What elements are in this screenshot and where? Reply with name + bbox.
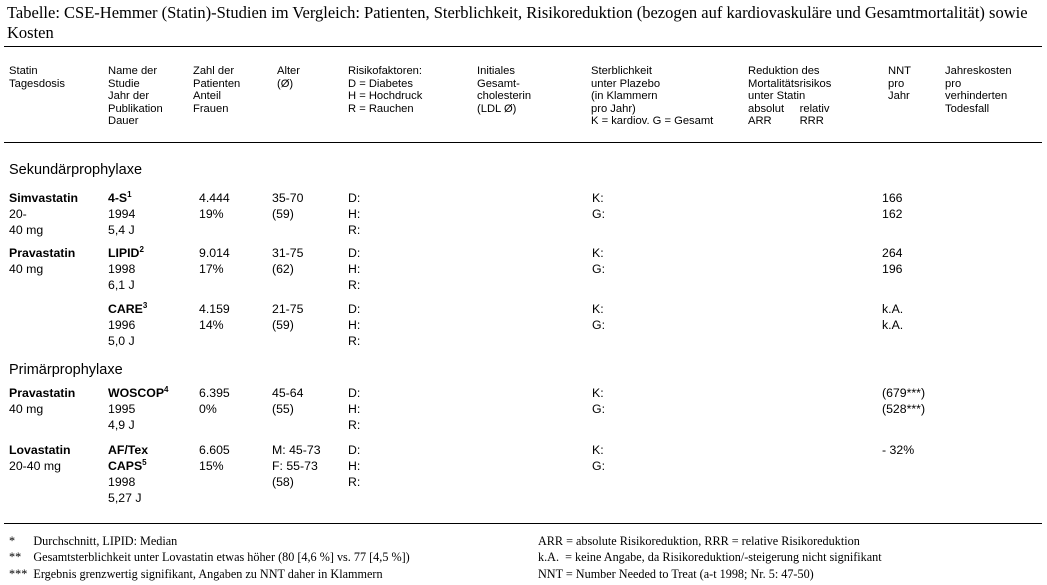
cell-statin: 20- (9, 207, 27, 221)
header-nnt: NNT pro Jahr (888, 65, 911, 103)
cell-alter: (62) (272, 262, 294, 276)
header-alter: Alter (Ø) (277, 65, 301, 90)
cell-zahl: 14% (199, 318, 224, 332)
cell-studie: 1994 (108, 207, 136, 221)
rule-bottom (4, 523, 1042, 524)
cell-studie: CARE$^3$ (108, 301, 148, 316)
cell-alter: 21-75 (272, 302, 304, 316)
rule-header (4, 142, 1042, 143)
cell-rf: D: (348, 443, 361, 457)
cell-sk: K: (592, 443, 604, 457)
footnotes-left (9, 533, 410, 582)
cell-rf: D: (348, 386, 361, 400)
table-title: Tabelle: CSE-Hemmer (Statin)-Studien im Vergleich: Patienten, Sterblichkeit, Risikoreduktion (bezogen auf kardiovaskuläre und Gesamtmortalität) sowie Kosten (7, 3, 1028, 42)
cell-studie: WOSCOP$^4$ (108, 385, 169, 400)
cell-rf: H: (348, 262, 361, 276)
cell-nnt: k.A. (882, 302, 904, 316)
cell-sk: K: (592, 246, 604, 260)
cell-studie: 4,9 J (108, 418, 135, 432)
cell-zahl: 19% (199, 207, 224, 221)
cell-zahl: 15% (199, 459, 224, 473)
footnote-line: NNT = Number Needed to Treat (a-t 1998; Nr. 5: 47-50) (538, 566, 814, 581)
cell-studie: CAPS$^5$ (108, 458, 147, 473)
cell-studie: 1998 (108, 475, 136, 489)
cell-studie: 5,27 J (108, 491, 142, 505)
cell-sk: G: (592, 262, 605, 276)
cell-sk: K: (592, 302, 604, 316)
section-sekundaerprophylaxe: Sekundärprophylaxe (9, 162, 143, 178)
cell-alter: (58) (272, 475, 294, 489)
header-risikofaktoren: Risikofaktoren: D = Diabetes H = Hochdruck R = Rauchen (348, 65, 423, 115)
cell-studie: 6,1 J (108, 278, 135, 292)
cell-statin: Pravastatin (9, 246, 76, 260)
cell-rf: H: (348, 207, 361, 221)
cell-zahl: 9.014 (199, 246, 230, 260)
cell-rf: H: (348, 318, 361, 332)
cell-nnt: 162 (882, 207, 903, 221)
cell-rf: R: (348, 334, 361, 348)
cell-statin: 20-40 mg (9, 459, 61, 473)
cell-sk: G: (592, 459, 605, 473)
footnotes-right (538, 533, 882, 582)
cell-statin: 40 mg (9, 262, 44, 276)
footnote-line: k.A. = keine Angabe, da Risikoreduktion/-steigerung nicht signifikant (538, 550, 882, 565)
cell-nnt: 196 (882, 262, 903, 276)
cell-alter: 35-70 (272, 191, 304, 205)
cell-nnt: - 32% (882, 443, 915, 457)
footnote-line: ARR = absolute Risikoreduktion, RRR = relative Risikoreduktion (538, 534, 860, 548)
header-statin: Statin Tagesdosis (9, 65, 65, 90)
cell-rf: H: (348, 402, 361, 416)
cell-nnt: (528***) (882, 402, 926, 416)
cell-nnt: 264 (882, 246, 903, 260)
cell-studie: LIPID$^2$ (108, 245, 144, 260)
header-jahreskosten: Jahreskosten pro verhinderten Todesfall (945, 65, 1012, 115)
cell-nnt: 166 (882, 191, 903, 205)
rule-top (4, 46, 1042, 47)
cell-rf: R: (348, 475, 361, 489)
cell-alter: (55) (272, 402, 294, 416)
footnote-ref: 3 (142, 301, 148, 310)
cell-zahl: 6.395 (199, 386, 230, 400)
cell-studie: 1998 (108, 262, 136, 276)
cell-zahl: 6.605 (199, 443, 230, 457)
cell-sk: K: (592, 386, 604, 400)
cell-sk: G: (592, 402, 605, 416)
cell-rf: D: (348, 302, 361, 316)
cell-statin: Lovastatin (9, 443, 71, 457)
header-sterblichkeit: Sterblichkeit unter Plazebo (in Klammern pro Jahr) K = kardiov. G = Gesamt (591, 65, 714, 128)
footnote-line: * Durchschnitt, LIPID: Median (9, 534, 178, 548)
header-reduktion: Reduktion des Mortalitätsrisikos unter Statin absolut relativ ARR RRR (748, 65, 832, 128)
cell-rf: D: (348, 191, 361, 205)
cell-zahl: 4.444 (199, 191, 230, 205)
cell-statin: Simvastatin (9, 191, 79, 205)
cell-alter: (59) (272, 318, 294, 332)
footnote-ref: 5 (142, 458, 147, 467)
cell-sk: G: (592, 207, 605, 221)
cell-studie: 5,4 J (108, 223, 135, 237)
cell-statin: Pravastatin (9, 386, 76, 400)
cell-studie: 5,0 J (108, 334, 135, 348)
cell-studie: $4-S^1$ (108, 190, 132, 205)
cell-statin: 40 mg (9, 223, 44, 237)
cell-alter: F: 55-73 (272, 459, 318, 473)
footnote-line: ** Gesamtsterblichkeit unter Lovastatin etwas höher (80 [4,6 %] vs. 77 [4,5 %]) (9, 550, 410, 565)
cell-alter: (59) (272, 207, 294, 221)
cell-zahl: 4.159 (199, 302, 230, 316)
cell-rf: R: (348, 418, 361, 432)
header-studie: Name der Studie Jahr der Publikation Dauer (108, 65, 163, 128)
cell-zahl: 0% (199, 402, 217, 416)
header-cholesterin: Initiales Gesamt- cholesterin (LDL Ø) (477, 65, 532, 115)
cell-rf: H: (348, 459, 361, 473)
cell-rf: R: (348, 223, 361, 237)
footnote-ref: 4 (164, 385, 169, 394)
cell-statin: 40 mg (9, 402, 44, 416)
cell-alter: 45-64 (272, 386, 304, 400)
footnote-ref: 1 (127, 190, 132, 199)
cell-rf: D: (348, 246, 361, 260)
header-patienten: Zahl der Patienten Anteil Frauen (193, 65, 241, 115)
cell-sk: G: (592, 318, 605, 332)
footnote-line: *** Ergebnis grenzwertig signifikant, Angaben zu NNT daher in Klammern (9, 566, 383, 581)
cell-nnt: k.A. (882, 318, 904, 332)
cell-zahl: 17% (199, 262, 224, 276)
cell-alter: 31-75 (272, 246, 304, 260)
cell-studie: 1995 (108, 402, 136, 416)
cell-rf: R: (348, 278, 361, 292)
section-primaerprophylaxe: Primärprophylaxe (9, 362, 123, 378)
footnote-ref: 2 (139, 245, 144, 254)
cell-studie: 1996 (108, 318, 136, 332)
cell-nnt: (679***) (882, 386, 926, 400)
cell-sk: K: (592, 191, 604, 205)
cell-alter: M: 45-73 (272, 443, 321, 457)
cell-studie: AF/Tex (108, 443, 149, 457)
